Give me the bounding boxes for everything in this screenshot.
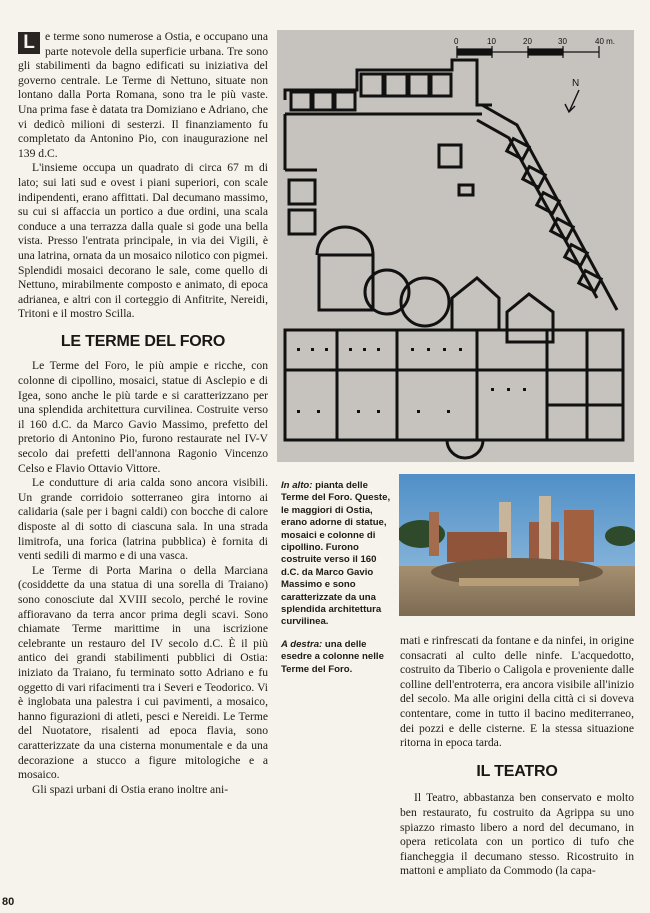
teatro-paragraph-1: Il Teatro, abbastanza ben conservato e molto ben restaurato, fu costruito da Agrippa su uno spiazzo rimasto libero a nord del decumano, in opera reticolata con un portico di tufo che fiancheggia il decumano stesso. Ricostruito in mattoni e ampliato da Commodo (la capa- bbox=[400, 791, 634, 878]
north-label: N bbox=[572, 78, 580, 89]
scale-tick-30: 30 bbox=[558, 37, 567, 46]
caption-right: A destra: una delle esedre a colonne nelle Terme del Foro. bbox=[281, 638, 384, 675]
floor-plan-drawing bbox=[277, 30, 634, 462]
drop-cap: L bbox=[18, 32, 40, 54]
ruins-photo bbox=[399, 474, 635, 616]
plan-columns bbox=[297, 348, 526, 413]
foro-paragraph-2: Le condutture di aria calda sono ancora visibili. Un grande corridoio sotterraneo gira intorno ai calidaria (sale per i bagni caldi) con bocche di calore disposte al di sotto di ciascuna sala. In una strada limitrofa, una forica (latrina pubblica) è fornita di venti sedili di marmo e di una vasca. bbox=[18, 476, 268, 563]
right-paragraph-1: mati e rinfrescati da fontane e da ninfei, in origine consacrati al culto delle ninfe. L'acquedotto, costruito da Tiberio o Caligola e proveniente dalle colline dell'entroterra, era ancora visibile all'inizio del secolo. Ma alle origini della città ci si doveva contentare, come in tutto il bacino mediterraneo, dei pozzi e delle cisterne. E la stessa situazione ritorna in epoca tarda. bbox=[400, 634, 634, 750]
foro-paragraph-4: Gli spazi urbani di Ostia erano inoltre ani- bbox=[32, 782, 229, 796]
section-heading-il-teatro: IL TEATRO bbox=[476, 762, 558, 780]
intro-paragraph-1: L e terme sono numerose a Ostia, e occupano una parte notevole della superficie urbana. Tre sono gli stabilimenti da bagno edificati su iniziativa del governo centrale. Le Terme di Nettuno, situate non lontano dalla Porta Romana, sono tra le più vaste. Una prima fase è datata tra Domiziano e Adriano, che vi dedicò milioni di sesterzi. Il finanziamento fu completato da Antonino Pio, con inaugurazione nel 139 d.C. bbox=[18, 30, 268, 160]
intro-paragraph-2: L'insieme occupa un quadrato di circa 67 m di lato; sui lati sud e ovest i piani superiori, con scale indipendenti, erano affittati. Dal decumano massimo, su cui si affaccia un portico a due ordini, una scala conduce a una terrazza dalla quale si gode una bella vista. Presso l'entrata principale, in via dei Vigili, è una latrina, ornata da un mosaico nilotico con pigmei. Splendidi mosaici decorano le sale, come quello di Nettuno, mirabilmente composto e animato, di epoca adrianea, e altri con il corteggio di Anfitrite, Nereidi, Tritoni e il mostro Scilla. bbox=[18, 161, 268, 321]
north-arrow-icon bbox=[565, 90, 579, 112]
right-column bbox=[400, 634, 634, 879]
foro-paragraph-1: Le Terme del Foro, le più ampie e ricche, con colonne di cipollino, mosaici, statue di Asclepio e di Igea, sono anche le più tarde e si caratterizzano per una splendida architettura curvilinea. Costruite verso il 160 d.C. da Marco Gavio Massimo, prefetto del pretorio di Antonino Pio, furono restaurate nel IV-V secolo dai prefetti dell'annona Ragonio Vincenzo Celso e Flavio Ottavio Vittore. bbox=[18, 359, 268, 475]
caption-top: In alto: pianta delle Terme del Foro. Queste, le maggiori di Ostia, erano adorne di statue, mosaici e colonne di cipollino. Furono costruite verso il 160 d.C. da Marco Gavio Massimo e sono caratterizzate da una splendida architettura curvilinea. bbox=[281, 480, 391, 628]
left-column bbox=[18, 30, 268, 797]
plan-walls bbox=[285, 60, 623, 458]
scale-tick-40: 40 m. bbox=[595, 37, 616, 46]
ruins-photo-image bbox=[399, 474, 635, 616]
floor-plan-figure bbox=[277, 30, 634, 462]
scale-tick-0: 0 bbox=[454, 37, 459, 46]
page-number: 80 bbox=[2, 896, 15, 908]
foro-paragraph-3: Le Terme di Porta Marina o della Marciana (cosiddette da una statua di una sorella di Traiano) sono conosciute dal XVIII secolo, perché le rovine affioravano da terra ancor prima degli scavi. Sono chiamate Terme marittime in una iscrizione celebrante un restauro del IV secolo d.C. È il più antico dei grandi stabilimenti pubblici di Ostia: iniziato da Traiano, fu terminato sotto Adriano e fu oggetto di vari rifacimenti tra i Severi e Teodorico. Vi è inglobata una palestra i cui pavimenti, a mosaico, hanno figurazioni di atleti, pesci e Nereidi. Le Terme del Nuotatore, risalenti ad epoca flavia, sono caratterizzate da una cisterna monumentale e da una decorazione a stucco a figure mitologiche e a mosaico. bbox=[18, 563, 268, 782]
scale-tick-10: 10 bbox=[487, 37, 496, 46]
figure-caption bbox=[281, 480, 391, 686]
scale-bar bbox=[457, 46, 599, 58]
scale-tick-20: 20 bbox=[523, 37, 532, 46]
section-heading-terme-del-foro: LE TERME DEL FORO bbox=[60, 332, 226, 350]
